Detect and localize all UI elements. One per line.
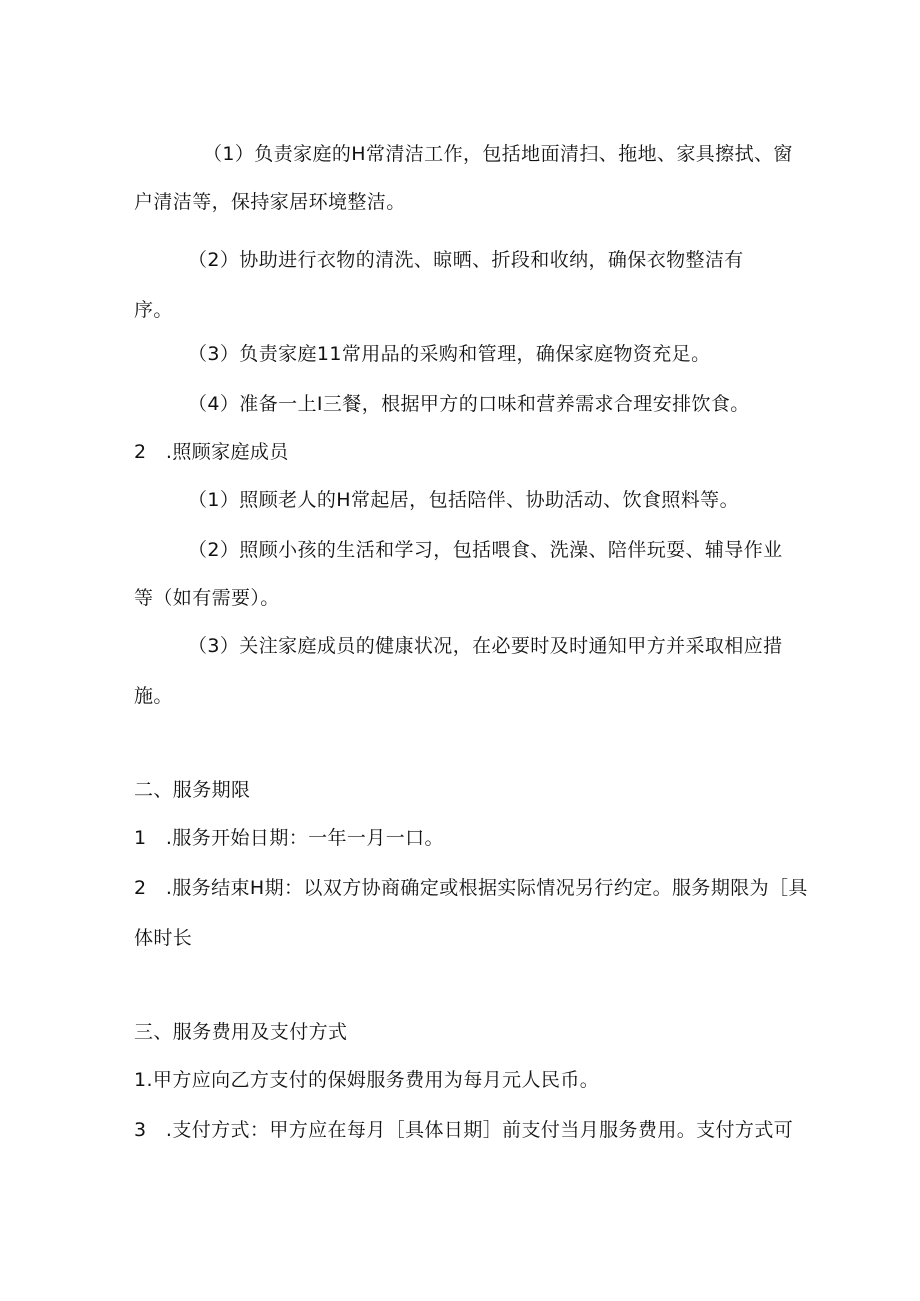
duty-item-1-line-1: （1）负责家庭的H常清洁工作，包括地面清扫、拖地、家具擦拭、窗: [203, 143, 793, 165]
service-end-date-line-2: 体时长: [134, 927, 193, 949]
duty-item-4: （4）准备一上I三餐，根据甲方的口味和营养需求合理安排饮食。: [188, 393, 750, 415]
service-start-date: 1 .服务开始日期：一年一月一口。: [134, 827, 444, 849]
section-heading-service-period: 二、服务期限: [134, 779, 251, 801]
service-end-date-line-1: 2 .服务结束H期：以双方协商确定或根据实际情况另行约定。服务期限为［具: [134, 877, 808, 899]
section-heading-care-family: 2 .照顾家庭成员: [134, 441, 289, 463]
care-item-3-line-2: 施。: [134, 685, 173, 707]
duty-item-3: （3）负责家庭11常用品的采购和管理，确保家庭物资充足。: [188, 343, 711, 365]
duty-item-2-line-2: 序。: [134, 299, 173, 321]
care-item-1: （1）照顾老人的H常起居，包括陪伴、协助活动、饮食照料等。: [188, 489, 739, 511]
fee-amount: 1.甲方应向乙方支付的保姆服务费用为每月元人民币。: [134, 1069, 600, 1091]
care-item-3-line-1: （3）关注家庭成员的健康状况，在必要时及时通知甲方并采取相应措: [188, 635, 783, 657]
care-item-2-line-1: （2）照顾小孩的生活和学习，包括喂食、洗澡、陪伴玩耍、辅导作业: [188, 539, 783, 561]
payment-method: 3 .支付方式：甲方应在每月［具体日期］前支付当月服务费用。支付方式可: [134, 1119, 794, 1141]
duty-item-1-line-2: 户清洁等，保持家居环境整洁。: [134, 191, 406, 213]
section-heading-fees: 三、服务费用及支付方式: [134, 1021, 348, 1043]
duty-item-2-line-1: （2）协助进行衣物的清洗、晾晒、折段和收纳，确保衣物整洁有: [188, 249, 744, 271]
care-item-2-line-2: 等（如有需要）。: [134, 587, 280, 609]
